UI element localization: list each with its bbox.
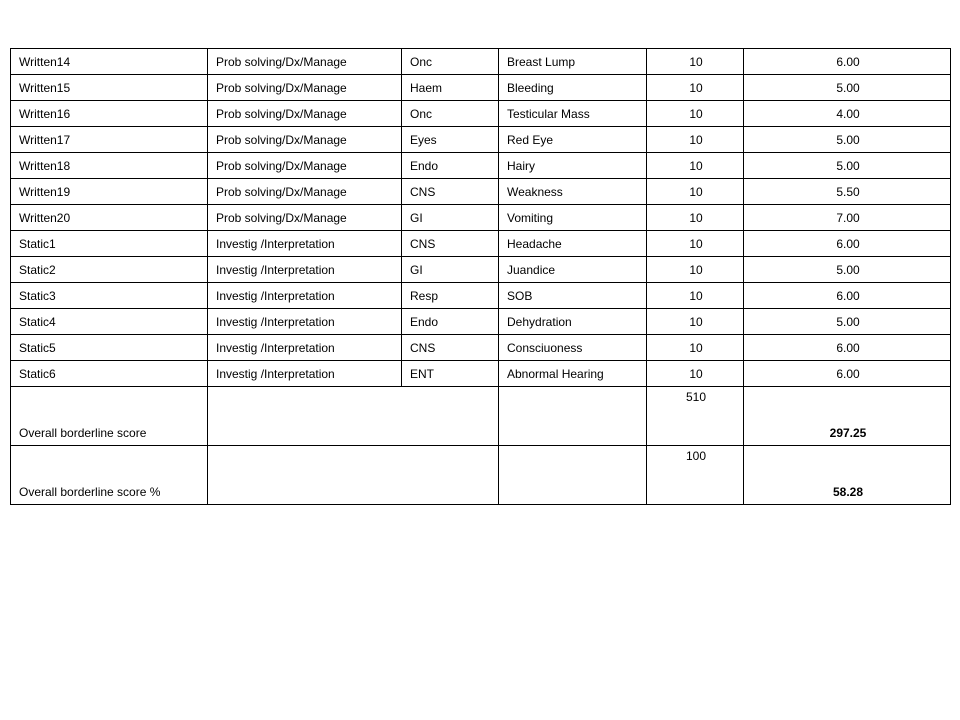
- percent-max-score: 100: [647, 446, 744, 505]
- summary-row-overall: [11, 387, 951, 446]
- topic-cell: Testicular Mass: [499, 101, 647, 127]
- score-cell: 6.00: [744, 49, 951, 75]
- max-score-cell: 10: [647, 75, 744, 101]
- table-row: [11, 127, 951, 153]
- domain-cell: Investig /Interpretation: [208, 335, 402, 361]
- max-score-cell: 10: [647, 127, 744, 153]
- table-row: [11, 75, 951, 101]
- station-cell: Static6: [11, 361, 208, 387]
- domain-cell: Prob solving/Dx/Manage: [208, 49, 402, 75]
- empty-cell: [208, 387, 499, 446]
- domain-cell: Prob solving/Dx/Manage: [208, 75, 402, 101]
- overall-total-score: 297.25: [744, 387, 951, 446]
- system-cell: Onc: [402, 49, 499, 75]
- score-cell: 6.00: [744, 231, 951, 257]
- table-row: [11, 153, 951, 179]
- empty-cell: [208, 446, 499, 505]
- borderline-scores-table: [10, 48, 951, 505]
- table-row: [11, 179, 951, 205]
- score-cell: 5.00: [744, 75, 951, 101]
- topic-cell: Vomiting: [499, 205, 647, 231]
- domain-cell: Investig /Interpretation: [208, 257, 402, 283]
- table-row: [11, 231, 951, 257]
- domain-cell: Prob solving/Dx/Manage: [208, 101, 402, 127]
- system-cell: Resp: [402, 283, 499, 309]
- domain-cell: Investig /Interpretation: [208, 283, 402, 309]
- summary-row-percent: [11, 446, 951, 505]
- score-cell: 6.00: [744, 361, 951, 387]
- table-row: [11, 205, 951, 231]
- max-score-cell: 10: [647, 231, 744, 257]
- max-score-cell: 10: [647, 283, 744, 309]
- station-cell: Static2: [11, 257, 208, 283]
- system-cell: CNS: [402, 179, 499, 205]
- score-cell: 5.00: [744, 257, 951, 283]
- station-cell: Written19: [11, 179, 208, 205]
- score-cell: 5.00: [744, 309, 951, 335]
- table-row: [11, 49, 951, 75]
- domain-cell: Prob solving/Dx/Manage: [208, 205, 402, 231]
- score-cell: 6.00: [744, 335, 951, 361]
- station-cell: Static1: [11, 231, 208, 257]
- overall-score-label: Overall borderline score: [11, 387, 208, 446]
- system-cell: GI: [402, 205, 499, 231]
- domain-cell: Investig /Interpretation: [208, 309, 402, 335]
- system-cell: GI: [402, 257, 499, 283]
- domain-cell: Investig /Interpretation: [208, 231, 402, 257]
- table-row: [11, 309, 951, 335]
- table-row: [11, 257, 951, 283]
- score-cell: 5.50: [744, 179, 951, 205]
- system-cell: CNS: [402, 335, 499, 361]
- topic-cell: Red Eye: [499, 127, 647, 153]
- station-cell: Written20: [11, 205, 208, 231]
- score-rows: [11, 49, 951, 505]
- score-cell: 7.00: [744, 205, 951, 231]
- topic-cell: Bleeding: [499, 75, 647, 101]
- topic-cell: Juandice: [499, 257, 647, 283]
- empty-cell: [499, 387, 647, 446]
- topic-cell: Hairy: [499, 153, 647, 179]
- table-row: [11, 335, 951, 361]
- max-score-cell: 10: [647, 309, 744, 335]
- station-cell: Written18: [11, 153, 208, 179]
- table-row: [11, 283, 951, 309]
- station-cell: Static3: [11, 283, 208, 309]
- station-cell: Written16: [11, 101, 208, 127]
- topic-cell: SOB: [499, 283, 647, 309]
- topic-cell: Weakness: [499, 179, 647, 205]
- system-cell: Endo: [402, 309, 499, 335]
- domain-cell: Prob solving/Dx/Manage: [208, 179, 402, 205]
- system-cell: ENT: [402, 361, 499, 387]
- system-cell: CNS: [402, 231, 499, 257]
- percent-total-score: 58.28: [744, 446, 951, 505]
- max-score-cell: 10: [647, 335, 744, 361]
- station-cell: Written14: [11, 49, 208, 75]
- domain-cell: Prob solving/Dx/Manage: [208, 127, 402, 153]
- table-row: [11, 361, 951, 387]
- overall-max-score: 510: [647, 387, 744, 446]
- max-score-cell: 10: [647, 101, 744, 127]
- topic-cell: Headache: [499, 231, 647, 257]
- max-score-cell: 10: [647, 361, 744, 387]
- topic-cell: Dehydration: [499, 309, 647, 335]
- station-cell: Written17: [11, 127, 208, 153]
- max-score-cell: 10: [647, 179, 744, 205]
- station-cell: Written15: [11, 75, 208, 101]
- system-cell: Eyes: [402, 127, 499, 153]
- table-row: [11, 101, 951, 127]
- system-cell: Haem: [402, 75, 499, 101]
- topic-cell: Consciuoness: [499, 335, 647, 361]
- max-score-cell: 10: [647, 257, 744, 283]
- empty-cell: [499, 446, 647, 505]
- percent-score-label: Overall borderline score %: [11, 446, 208, 505]
- max-score-cell: 10: [647, 153, 744, 179]
- domain-cell: Prob solving/Dx/Manage: [208, 153, 402, 179]
- score-cell: 5.00: [744, 153, 951, 179]
- topic-cell: Breast Lump: [499, 49, 647, 75]
- max-score-cell: 10: [647, 49, 744, 75]
- system-cell: Onc: [402, 101, 499, 127]
- score-cell: 6.00: [744, 283, 951, 309]
- score-cell: 5.00: [744, 127, 951, 153]
- max-score-cell: 10: [647, 205, 744, 231]
- score-cell: 4.00: [744, 101, 951, 127]
- station-cell: Static4: [11, 309, 208, 335]
- system-cell: Endo: [402, 153, 499, 179]
- station-cell: Static5: [11, 335, 208, 361]
- topic-cell: Abnormal Hearing: [499, 361, 647, 387]
- domain-cell: Investig /Interpretation: [208, 361, 402, 387]
